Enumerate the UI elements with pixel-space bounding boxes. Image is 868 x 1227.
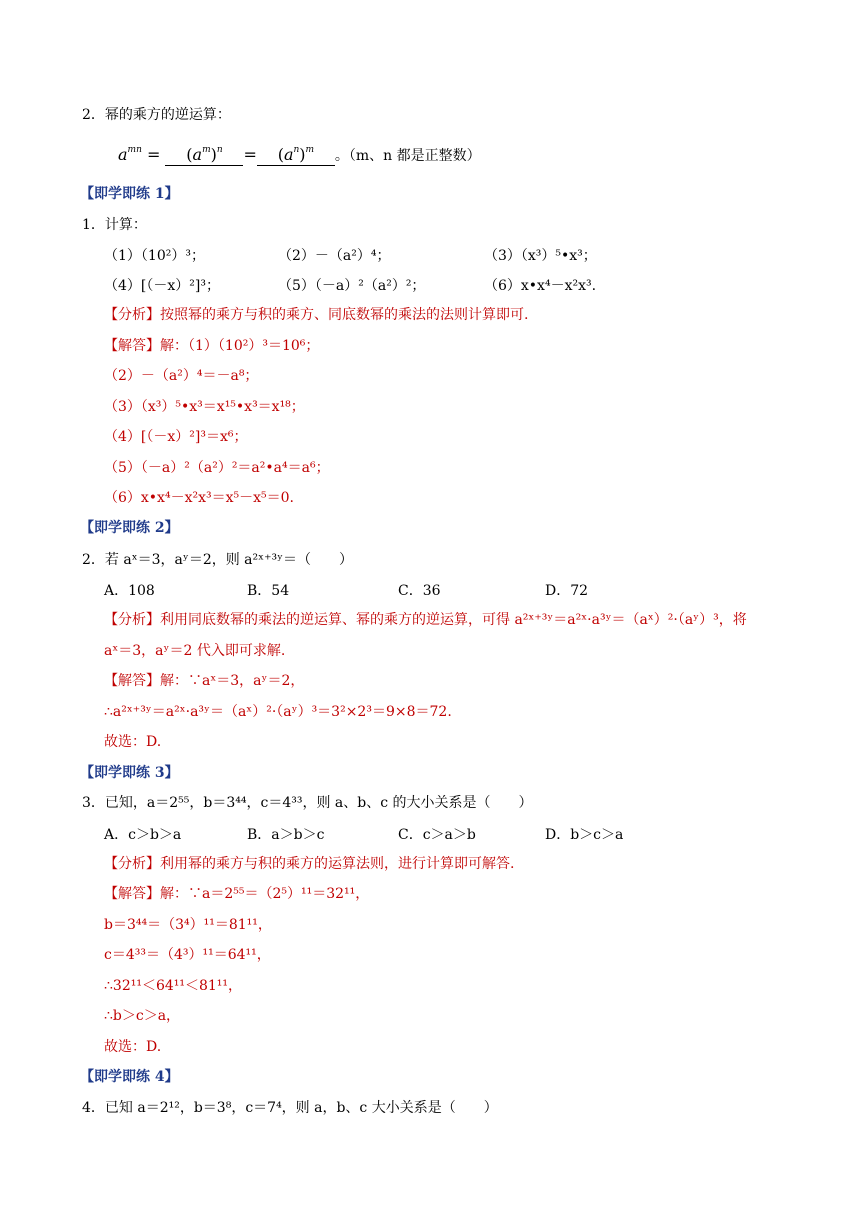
q1-item-4: （4）[（－x）²]³； xyxy=(104,278,220,294)
formula-lhs-base: a xyxy=(118,145,128,164)
q3-answer-line: 【解答】解：∵a＝2⁵⁵＝（2⁵）¹¹＝32¹¹， xyxy=(104,886,370,902)
q1-stem: 1．计算： xyxy=(82,217,147,233)
q1-answer-line: （4）[（－x）²]³＝x⁶； xyxy=(104,429,248,445)
q2-option-d: D．72 xyxy=(545,583,589,599)
q4-stem: 4．已知 a＝2¹²，b＝3⁸，c＝7⁴，则 a，b、c 大小关系是（ ） xyxy=(82,1100,498,1116)
formula-blank-2: $(a^n)^m$ xyxy=(257,145,335,166)
formula-eq-1: = xyxy=(146,145,161,164)
q1-item-2: （2）－（a²）⁴； xyxy=(278,248,391,264)
q2-answer-line: ∴a²ˣ⁺³ʸ＝a²ˣ·a³ʸ＝（aˣ）²·（aʸ）³＝3²×2³＝9×8＝72. xyxy=(104,704,452,720)
q3-answer-line: ∴b＞c＞a， xyxy=(104,1008,181,1024)
section-header-3: 【即学即练 3】 xyxy=(80,765,179,781)
q3-option-c: C．c＞a＞b xyxy=(398,827,476,843)
formula-eq-2: = xyxy=(243,145,257,164)
section-header-2: 【即学即练 2】 xyxy=(80,520,179,536)
q1-answer-line: （5）（－a）²（a²）²＝a²•a⁴＝a⁶； xyxy=(104,460,330,476)
q3-answer-line: b＝3⁴⁴＝（3⁴）¹¹＝81¹¹， xyxy=(104,917,272,933)
section-header-4: 【即学即练 4】 xyxy=(80,1069,179,1085)
section-header-1: 【即学即练 1】 xyxy=(80,186,179,202)
formula-lhs-exp: mn xyxy=(127,144,142,155)
q2-option-a: A．108 xyxy=(104,583,155,599)
formula-blank-1: $(a^m)^n$ xyxy=(165,145,243,166)
q1-answer-line: （3）（x³）⁵•x³＝x¹⁵•x³＝x¹⁸； xyxy=(104,399,305,415)
q1-item-1: （1）（10²）³； xyxy=(104,248,205,264)
q1-answer-line: （2）－（a²）⁴＝－a⁸； xyxy=(104,368,259,384)
q2-analysis: 【分析】利用同底数幂的乘法的逆运算、幂的乘方的逆运算，可得 a²ˣ⁺³ʸ＝a²ˣ·a³ʸ＝（aˣ）²·（aʸ）³，将 xyxy=(104,612,747,628)
q3-answer-line: c＝4³³＝（4³）¹¹＝64¹¹， xyxy=(104,947,271,963)
q1-item-6: （6）x•x⁴－x²x³. xyxy=(484,278,597,294)
q1-answer-line: （6）x•x⁴－x²x³＝x⁵－x⁵＝0. xyxy=(104,490,294,506)
q3-stem: 3．已知，a＝2⁵⁵，b＝3⁴⁴，c＝4³³，则 a、b、c 的大小关系是（ ） xyxy=(82,795,533,811)
q3-answer-line: 故选：D. xyxy=(104,1039,162,1055)
q1-item-3: （3）（x³）⁵•x³； xyxy=(484,248,597,264)
q3-option-d: D．b＞c＞a xyxy=(545,827,624,843)
formula xyxy=(118,145,481,166)
q3-analysis: 【分析】利用幂的乘方与积的乘方的运算法则，进行计算即可解答. xyxy=(104,856,515,872)
q1-analysis: 【分析】按照幂的乘方与积的乘方、同底数幂的乘法的法则计算即可. xyxy=(104,307,529,323)
section-title: 2．幂的乘方的逆运算： xyxy=(82,107,231,123)
formula-tail: 。（m、n 都是正整数） xyxy=(334,148,481,164)
q2-stem: 2．若 aˣ＝3，aʸ＝2，则 a²ˣ⁺³ʸ＝（ ） xyxy=(82,552,353,568)
q3-option-a: A．c＞b＞a xyxy=(104,827,182,843)
q2-answer-line: 【解答】解：∵aˣ＝3，aʸ＝2， xyxy=(104,673,305,689)
q2-option-c: C．36 xyxy=(398,583,441,599)
q2-option-b: B．54 xyxy=(247,583,290,599)
q1-item-5: （5）（－a）²（a²）²； xyxy=(278,278,426,294)
q2-choice: 故选：D. xyxy=(104,734,162,750)
q3-answer-line: ∴32¹¹＜64¹¹＜81¹¹， xyxy=(104,978,243,994)
q3-option-b: B．a＞b＞c xyxy=(247,827,325,843)
q2-analysis-cont: aˣ＝3，aʸ＝2 代入即可求解. xyxy=(104,643,286,659)
q1-answer-line: 【解答】解：（1）（10²）³＝10⁶； xyxy=(104,338,320,354)
